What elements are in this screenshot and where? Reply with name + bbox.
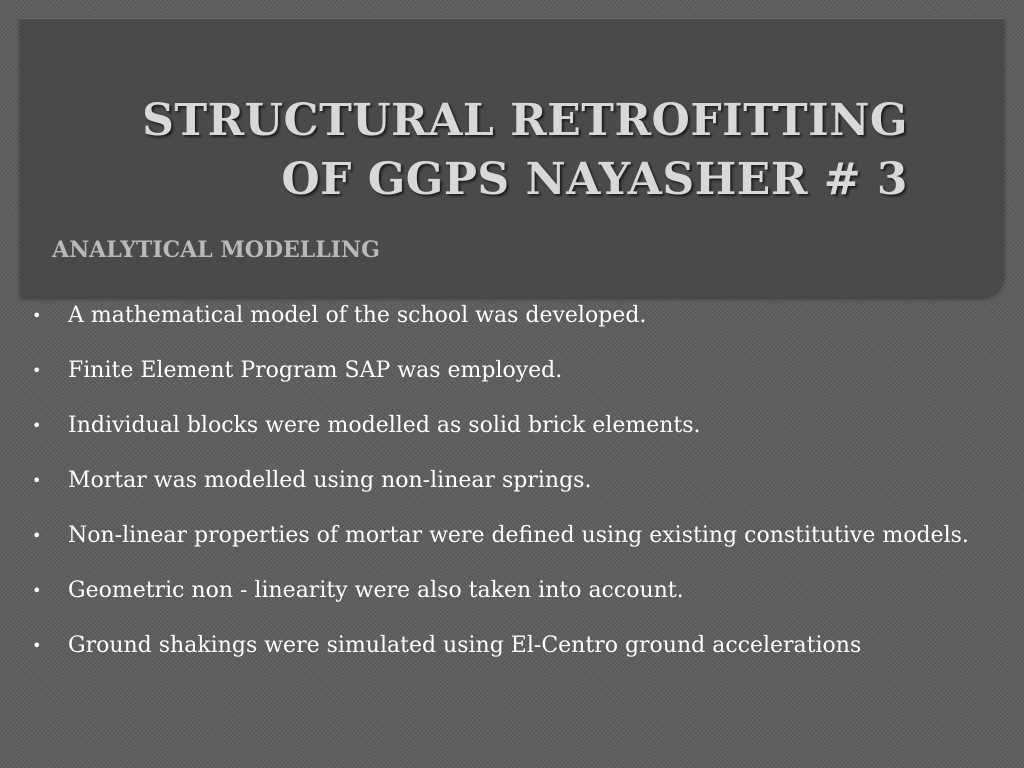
bullet-item-6 bbox=[32, 563, 992, 618]
bullet-item-7 bbox=[32, 618, 992, 673]
bullet-dot-icon: • bbox=[32, 636, 42, 655]
bullet-text: Individual blocks were modelled as solid brick elements. bbox=[68, 413, 701, 438]
bullet-text: Geometric non - linearity were also taken into account. bbox=[68, 578, 684, 603]
bullet-dot-icon: • bbox=[32, 581, 42, 600]
bullet-dot-icon: • bbox=[32, 306, 42, 325]
bullet-text: Mortar was modelled using non-linear springs. bbox=[68, 468, 592, 493]
title-panel bbox=[20, 18, 1004, 297]
slide-title-line-1: STRUCTURAL RETROFITTING bbox=[142, 95, 908, 146]
bullet-text: Finite Element Program SAP was employed. bbox=[68, 358, 563, 383]
bullet-dot-icon: • bbox=[32, 526, 42, 545]
bullet-item-1 bbox=[32, 288, 992, 343]
bullet-dot-icon: • bbox=[32, 471, 42, 490]
slide-title-line-2: OF GGPS NAYASHER # 3 bbox=[281, 154, 908, 205]
bullet-text: Ground shakings were simulated using El-Centro ground accelerations bbox=[68, 633, 862, 658]
bullet-item-3 bbox=[32, 398, 992, 453]
bullet-dot-icon: • bbox=[32, 361, 42, 380]
bullet-text: A mathematical model of the school was developed. bbox=[68, 303, 647, 328]
slide-subtitle: ANALYTICAL MODELLING bbox=[52, 237, 380, 263]
bullet-item-2 bbox=[32, 343, 992, 398]
slide-title bbox=[142, 91, 908, 209]
bullet-dot-icon: • bbox=[32, 416, 42, 435]
bullet-item-5 bbox=[32, 508, 992, 563]
bullet-list bbox=[32, 288, 992, 673]
bullet-text: Non-linear properties of mortar were defined using existing constitutive models. bbox=[68, 523, 969, 548]
bullet-item-4 bbox=[32, 453, 992, 508]
